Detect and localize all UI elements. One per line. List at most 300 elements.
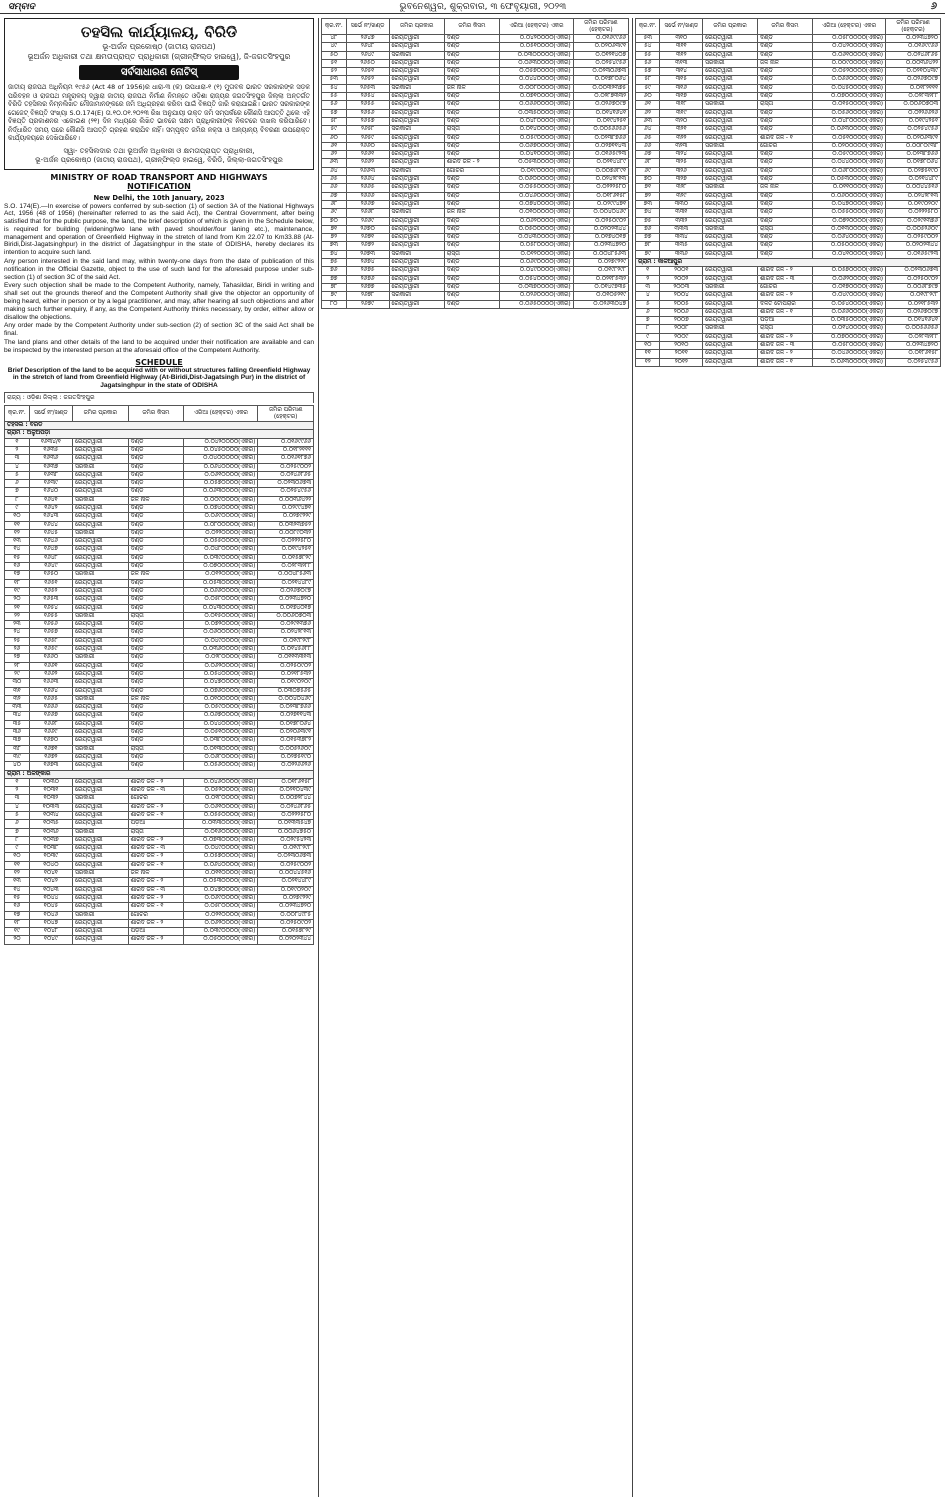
table-cell: ୦.୦୧୪୧୬୪୧ [573, 109, 628, 117]
table-cell: ରେୟତୱାରୀ [72, 579, 128, 587]
table-cell: ୨୬୬୮ [346, 209, 389, 217]
table-cell: ଗୋଚର [757, 142, 812, 150]
table-cell: ପଡ଼ିଆ [128, 928, 184, 936]
table-cell: ୬୫ [322, 176, 347, 184]
table-cell: ୩୧୮ [660, 101, 703, 109]
table-cell: ୦.୦୦୮୦୯୩୮ [886, 142, 941, 150]
table-row [322, 250, 629, 258]
table-cell: ରେୟତୱାରୀ [703, 51, 758, 59]
table-cell: ୧୦ [5, 853, 30, 861]
table-row [322, 209, 629, 217]
table-cell: ଦଣ୍ଡ [757, 167, 812, 175]
table-cell: ୦.୦୧୮୦୦୦୦(ଏକର) [184, 795, 258, 803]
table-cell: ୦.୦୦୪୮୫୬୩ [573, 250, 628, 258]
table-cell: ରେୟତୱାରୀ [72, 513, 128, 521]
table-cell: ୩୨୯ [660, 192, 703, 200]
table-cell: ସରକାରୀ [72, 612, 128, 620]
table-cell: ୦.୦୬୨୦୦୦୦(ଏକର) [812, 275, 885, 283]
table-row [5, 803, 314, 811]
table-cell: ୧୬୬୩ [29, 679, 72, 687]
table-cell: ୧୬୬୬ [29, 704, 72, 712]
table-cell: ୭୨ [322, 234, 347, 242]
table-cell: ଦଣ୍ଡ [757, 192, 812, 200]
table-cell: ୦.୦୦୯୦୦୦୦(ଏକର) [812, 59, 885, 67]
table-cell: ରେୟତୱାରୀ [703, 333, 758, 341]
table-cell: ସରକାରୀ [72, 745, 128, 753]
table-cell: ରେୟତୱାରୀ [703, 43, 758, 51]
table-row [636, 117, 941, 125]
table-cell: ଦଣ୍ଡ [444, 76, 499, 84]
table-cell: ୦.୦୨୫୪୯୫୬ [573, 59, 628, 67]
table-cell: ୨୬୬୧ [346, 151, 389, 159]
table-cell: ୧୬୪୮ [29, 554, 72, 562]
table-cell: ରେୟତୱାରୀ [72, 679, 128, 687]
table-cell: ୭୬ [636, 225, 660, 233]
table-cell: ଜଳ ନାଳ [128, 870, 184, 878]
table-cell: ରେୟତୱାରୀ [389, 142, 444, 150]
table-cell: ରେୟତୱାରୀ [72, 811, 128, 819]
table-cell: ୨୯ [5, 670, 30, 678]
table-cell: ୩୨୪ [660, 151, 703, 159]
table-cell: ୦.୦୫୪୦୦୦୦(ଏକର) [500, 275, 574, 283]
table-cell: ୨୦୦୩ [660, 283, 703, 291]
table-cell: ସରକାରୀ [703, 325, 758, 333]
table-cell: ରେୟତୱାରୀ [72, 471, 128, 479]
table-cell: ସରକାରୀ [72, 870, 128, 878]
table-cell: ୦.୦୨୦୨୩୪୪ [886, 242, 941, 250]
table-cell: ୬୦ [322, 134, 347, 142]
table-cell: ୧୬୫୦ [29, 571, 72, 579]
table-cell: ୧୧ [5, 521, 30, 529]
column-header: ଜମିର ପରିମାଣ (ହେକ୍ଟର) [573, 19, 628, 35]
table-cell: ୦.୦୦୭୨୮୪୪ [258, 795, 314, 803]
table-cell: ୦.୦୨୩୪୭୨୦ [886, 341, 941, 349]
table-cell: ୦.୦୪୯୦୦୦୦(ଏକର) [500, 267, 574, 275]
table-cell: ୦.୦୪୬୦୦୦୦(ଏକର) [500, 192, 574, 200]
table-cell: ୦.୦୧୪୦୦୦୦(ଏକର) [812, 325, 885, 333]
table-cell: ୦.୦୨୩୮୭୬୬ [886, 151, 941, 159]
table-row [322, 159, 629, 167]
table-cell: ଦଣ୍ଡ [128, 587, 184, 595]
table-cell: ରେୟତୱାରୀ [703, 341, 758, 349]
table-cell: ରେୟତୱାରୀ [703, 151, 758, 159]
table-cell: ୯ [5, 505, 30, 513]
table-cell: ୦.୦୫୪୦୦୦୦(ଏକର) [812, 300, 885, 308]
table-row [5, 455, 314, 463]
table-cell: ୧୬ [5, 563, 30, 571]
table-cell: ୦.୦୪୨୦୦୦୦(ଏକର) [500, 35, 574, 43]
table-cell: ଶାରଦ ଜଳ - ୧ [757, 134, 812, 142]
table-row [5, 745, 314, 753]
table-cell: ରେୟତୱାରୀ [703, 300, 758, 308]
table-cell: ୬୬ [322, 184, 347, 192]
table-cell: ରେୟତୱାରୀ [703, 117, 758, 125]
table-cell: ୦.୦୬୪୦୦୦୦(ଏକର) [812, 234, 885, 242]
table-cell: ୧୬୫୩ [29, 596, 72, 604]
table-cell: ରେୟତୱାରୀ [389, 200, 444, 208]
table-cell: ୧୬୬୧ [29, 662, 72, 670]
table-cell: ୭ [5, 488, 30, 496]
table-row [5, 546, 314, 554]
notice-subtitle-2: ଭୂଅର୍ଜନ ଅଧିକାରୀ ତଥା କ୍ଷମତାପ୍ରାପ୍ତ ପ୍ରାଧିକାରୀ (ଗ୍ରୀନ୍‌ଫିଲ୍ଡ ହାଇୱେ), ଜି-ଜଗତସିଂହପୁର [27, 52, 291, 61]
table-cell: ୦.୦୩୬୦୦୦୦(ଏକର) [184, 646, 258, 654]
table-cell: ରେୟତୱାରୀ [72, 521, 128, 529]
table-cell: ୧୯ [5, 928, 30, 936]
table-cell: ୦.୦୨୧୮୫୩୨ [573, 275, 628, 283]
table-cell: ୭୮ [322, 283, 347, 291]
table-cell: ରାସ୍ତା [444, 250, 499, 258]
table-cell: ୭ [5, 828, 30, 836]
table-cell: ଦଣ୍ଡ [128, 712, 184, 720]
table-row [636, 341, 941, 349]
table-cell: ୦.୦୫୭୦୦୦୦(ଏକର) [500, 68, 574, 76]
village-section-row [5, 770, 314, 778]
table-cell: ୦.୦୭୩୦୦୦୦(ଏକର) [184, 836, 258, 844]
table-row [322, 292, 629, 300]
table-cell: ଦଣ୍ଡ [444, 292, 499, 300]
table-cell: ୦.୦୧୯୦୦୦୦(ଏକର) [500, 167, 574, 175]
table-cell: ରେୟତୱାରୀ [72, 803, 128, 811]
table-cell: ୧୦୪୧ [29, 870, 72, 878]
table-row [5, 629, 314, 637]
table-cell: ୩୮ [5, 745, 30, 753]
table-cell: ଦଣ୍ଡ [444, 192, 499, 200]
table-cell: ୦.୦୭୦୦୦୦୦(ଏକର) [812, 333, 885, 341]
table-cell: ୫୩ [636, 35, 660, 43]
table-cell: ୫୭ [322, 109, 347, 117]
table-cell: ୦.୦୧୩୦୦୦୦(ଏକର) [184, 745, 258, 753]
table-cell: ୦.୦୨୩୦୬୭୩ [258, 480, 314, 488]
table-cell: ରେୟତୱାରୀ [72, 480, 128, 488]
table-row [5, 911, 314, 919]
table-cell: ୦.୦୨୫୦୯୦୨ [886, 275, 941, 283]
table-cell: ୩୩୪ [660, 234, 703, 242]
table-cell: ୩୨୫ [660, 159, 703, 167]
table-row [5, 845, 314, 853]
table-cell: ଶାରଦ ଜଳ - ୨ [444, 159, 499, 167]
table-cell: ୭୦ [636, 176, 660, 184]
table-cell: ଦଣ୍ଡ [128, 629, 184, 637]
table-cell: ୮ [5, 496, 30, 504]
table-cell: ୦.୦୬୯୦୦୦୦(ଏକର) [184, 894, 258, 902]
table-cell: ୭୧ [636, 184, 660, 192]
table-cell: ୨୬୫୧ [346, 68, 389, 76]
village-section-row [5, 422, 314, 430]
table-cell: ୧୬୬୪ [29, 687, 72, 695]
table-row [636, 333, 941, 341]
table-cell: ସରକାରୀ [72, 828, 128, 836]
table-cell: ରେୟତୱାରୀ [72, 787, 128, 795]
table-row [636, 283, 941, 291]
table-cell: ୦.୦୨୧୦୪୩୯ [886, 68, 941, 76]
table-cell: ରେୟତୱାରୀ [389, 76, 444, 84]
table-cell: ୭୭ [322, 275, 347, 283]
table-cell: ରେୟତୱାରୀ [72, 621, 128, 629]
table-cell: ୦.୦୬୩୦୦୦୦(ଏକର) [812, 126, 885, 134]
table-cell: ୦.୦୦୫୬୬୫୬ [886, 325, 941, 333]
table-cell: ୧୫ [5, 894, 30, 902]
table-cell: ସରକାରୀ [389, 84, 444, 92]
table-cell: ୫୭ [636, 68, 660, 76]
table-cell: ୦.୦୫୦୦୦୦୦(ଏକର) [500, 225, 574, 233]
table-cell: ୦.୦୬୫୦୦୦୦(ଏକର) [500, 300, 574, 308]
table-cell: ୦.୦୬୩୦୦୦୦(ଏକର) [812, 358, 885, 366]
table-cell: ୭୩ [636, 200, 660, 208]
table-cell: ୬୯ [636, 167, 660, 175]
table-cell: ୬୭ [636, 151, 660, 159]
table-cell: ୦.୦୨୮୩୨୮୮ [886, 93, 941, 101]
table-cell: ୭୨ [636, 192, 660, 200]
table-cell: ୦.୦୫୦୦୦୦୦(ଏକର) [812, 242, 885, 250]
table-cell: ୦.୦୬୬୦୦୦୦(ଏକର) [812, 76, 885, 84]
table-cell: ଦଣ୍ଡ [128, 455, 184, 463]
table-cell: ୯ [636, 333, 660, 341]
table-row [5, 729, 314, 737]
table-cell: ୦.୦୫୬୦୦୦୦(ଏକର) [812, 109, 885, 117]
table-cell: ୧୭ [5, 571, 30, 579]
column-header: ଜମିର ପରିମାଣ (ହେକ୍ଟର) [886, 19, 941, 35]
table-cell: ରେୟତୱାରୀ [703, 192, 758, 200]
table-cell: ୩୫ [5, 720, 30, 728]
table-cell: ରେୟତୱାରୀ [389, 225, 444, 233]
table-cell: ଦଣ୍ଡ [128, 646, 184, 654]
table-cell: ୧୦୪୩ [29, 886, 72, 894]
table-cell: ୫୩ [322, 76, 347, 84]
table-cell: ୦.୦୨୯୧୩୭୬ [258, 621, 314, 629]
table-cell: ସରକାରୀ [703, 59, 758, 67]
masthead: ସମ୍ବାଦ [8, 1, 35, 12]
table-cell: ୦.୦୪୯୦୦୦୦(ଏକର) [184, 637, 258, 645]
table-row [636, 101, 941, 109]
table-cell: ୦.୦୪୬୦୦୦୦(ଏକର) [184, 778, 258, 786]
table-cell: ପଡ଼ିଆ [128, 820, 184, 828]
table-row [5, 446, 314, 454]
table-row [322, 259, 629, 267]
table-row [636, 325, 941, 333]
table-cell: ୨୬ [5, 646, 30, 654]
table-cell: ୭୭ [636, 234, 660, 242]
table-cell: ୧୧ [636, 350, 660, 358]
table-cell: ୦.୦୧୮୬୧୫୮ [258, 778, 314, 786]
table-cell: ୦.୦୨୨୬୬୨୬ [886, 109, 941, 117]
table-cell: ୦.୦୧୩୦୦୦୦(ଏକର) [812, 225, 885, 233]
table-cell: ୦.୦୬୦୦୦୦୦(ଏକର) [184, 629, 258, 637]
table-cell: ସରକାରୀ [703, 283, 758, 291]
table-cell: ୧୬ [5, 903, 30, 911]
table-cell: ୩୧୯ [660, 109, 703, 117]
table-row [5, 563, 314, 571]
table-cell: ରାସ୍ତା [128, 612, 184, 620]
table-cell: ୦.୦୧୯୦୨୦୯ [258, 679, 314, 687]
village-label: ଗ୍ରାମ : ଅଳଙ୍କାର [5, 770, 314, 778]
table-cell: ସରକାରୀ [72, 795, 128, 803]
table-cell: ଦଣ୍ଡ [128, 596, 184, 604]
table-cell: ୩୩୦ [660, 200, 703, 208]
table-row [5, 612, 314, 620]
table-row [636, 93, 941, 101]
table-cell: ୧୩ [5, 878, 30, 886]
table-cell: ଦଣ୍ଡ [444, 234, 499, 242]
village-section-row [636, 259, 941, 267]
table-cell: ୦.୦୨୩୪୭୨୦ [258, 903, 314, 911]
table-cell: ୧୦୩୨ [29, 795, 72, 803]
table-cell: ଦଳିତ ଟୋପରାରି [757, 300, 812, 308]
table-cell: ୨୬୭୩ [346, 250, 389, 258]
table-cell: ୭୬ [322, 267, 347, 275]
odia-body: ଜାତୀୟ ରାଜପଥ ଅଧିନିୟମ ୧୯୫୬ (Act 48 of 1956)ର ଧାରା-୩ (କ) ଉପଧାରା-୧ (୧) ମୁତାବକ ଭାରତ ସରକାରଙ୍କ ସଡ଼କ ପରିବହନ ଓ ରାଜପଥ ମନ୍ତ୍ରାଳୟ ଦ୍ୱାରା ଜାତୀୟ ରାଜପଥ ନିର୍ମାଣ ନିମନ୍ତେ ଓଡ଼ିଶା ରାଜ୍ୟର ଜଗତସିଂହପୁର ଜିଲ୍ଲା ଅନ୍ତର୍ଗତ ବିରିଡି ତହସିଲର ନିମ୍ନଲିଖିତ ମୌଜାମାନଙ୍କରେ ଜମି ଅଧିଗ୍ରହଣ କରିବା ପାଇଁ ବିଜ୍ଞପ୍ତି ଜାରି କରାଯାଇଛି। ଭାରତ ସରକାରଙ୍କ ଗେଜେଟ୍ ବିଜ୍ଞପ୍ତି ସଂଖ୍ୟା S.O.174(E) ତା.୧୦.୦୧.୨୦୨୩ ରିଖ ଅନୁଯାୟୀ ଉକ୍ତ ଜମି ସମ୍ପର୍କରେ କୌଣସି ଆପତ୍ତି ଥିଲେ ଏହି ବିଜ୍ଞପ୍ତି ପ୍ରକାଶନର ଏକୋଇଶ (୨୧) ଦିନ ମଧ୍ୟରେ ଲିଖିତ ଭାବରେ ସକ୍ଷମ ପ୍ରାଧିକାରୀଙ୍କ ନିକଟରେ ଦାଖଲ କରିପାରିବେ। ନିର୍ଦ୍ଧାରିତ ସମୟ ପରେ କୌଣସି ଆପତ୍ତି ଗ୍ରହଣ କରାଯିବ ନାହିଁ। ସମ୍ପୃକ୍ତ ଜମିର ନକ୍ସା ଓ ଅନ୍ୟାନ୍ୟ ବିବରଣୀ ଉପରୋକ୍ତ କାର୍ଯ୍ୟାଳୟରେ ଦେଖିପାରିବେ। [8, 83, 310, 142]
table-cell: ୨୦୦୪ [660, 292, 703, 300]
table-cell: ୦.୦୪୩୦୦୦୦(ଏକର) [184, 604, 258, 612]
table-cell: ୧୦୪୦ [29, 861, 72, 869]
table-cell: ଜଳ ନାଳ [128, 695, 184, 703]
table-cell: ୫୧ [322, 59, 347, 67]
table-cell: ରେୟତୱାରୀ [703, 242, 758, 250]
table-cell: ୦.୦୧୪୫୬୮୮ [258, 646, 314, 654]
table-cell: ଦଣ୍ଡ [444, 59, 499, 67]
paragraph-4: Any order made by the Competent Authority under sub-section (2) of section 3C of the said Act shall be final. [4, 322, 314, 338]
table-cell: ୧ [5, 438, 30, 446]
table-cell: ୨୦୦୬ [660, 308, 703, 316]
table-row [322, 200, 629, 208]
table-cell: ୬୦ [636, 93, 660, 101]
table-cell: ଦଣ୍ଡ [444, 259, 499, 267]
table-cell: ୧୦୩୦ [29, 778, 72, 786]
table-row [5, 521, 314, 529]
public-notice-banner: ସର୍ବସାଧାରଣ ନୋଟିସ୍ [79, 65, 239, 80]
column-header: ସର୍ଭେ ନଂ/ଖଣ୍ଡ [29, 406, 72, 422]
table-cell: ୨୬୫୪ [346, 93, 389, 101]
table-cell: ରେୟତୱାରୀ [703, 275, 758, 283]
table-cell: ୩୨୨ [660, 134, 703, 142]
table-cell: ରେୟତୱାରୀ [72, 438, 128, 446]
table-cell: ଦଣ୍ଡ [128, 579, 184, 587]
table-cell: ରେୟତୱାରୀ [389, 242, 444, 250]
table-cell: ୭୩ [322, 242, 347, 250]
table-cell: ୫୦ [322, 51, 347, 59]
table-cell: ସରକାରୀ [703, 225, 758, 233]
table-cell: ୦.୦୧୯୮୨୯୮ [573, 267, 628, 275]
table-cell: ଦଣ୍ଡ [444, 184, 499, 192]
table-cell: ୦.୦୧୮୨୧୧୧ [886, 84, 941, 92]
table-row [636, 176, 941, 184]
table-cell: ୦.୦୧୫୦୦୦୦(ଏକର) [812, 101, 885, 109]
table-cell: ରେୟତୱାରୀ [72, 704, 128, 712]
table-row [5, 853, 314, 861]
table-cell: ଶାରଦ ଜଳ - ୧ [757, 358, 812, 366]
table-cell: ୦.୦୦୮୦୦୦୦(ଏକର) [500, 84, 574, 92]
table-row [322, 217, 629, 225]
table-row [5, 496, 314, 504]
table-cell: ଶାରଦ ଜଳ - ୨ [757, 267, 812, 275]
table-cell: ଦଣ୍ଡ [444, 101, 499, 109]
table-cell: ୪ [5, 463, 30, 471]
table-cell: ୦.୦୬୬୦୦୦୦(ଏକର) [184, 587, 258, 595]
table-cell: ୦.୦୨୯୯୪୭୧ [573, 200, 628, 208]
table-cell: ୧୨ [5, 529, 30, 537]
table-cell: ଦଣ୍ଡ [757, 151, 812, 159]
table-cell: ଦଣ୍ଡ [444, 300, 499, 308]
table-row [636, 51, 941, 59]
table-cell: ୦.୦୨୭୯୨୨୯ [258, 894, 314, 902]
table-cell: ୨୪ [5, 629, 30, 637]
table-row [636, 184, 941, 192]
table-row [636, 358, 941, 366]
table-cell: ୦.୦୬୩୦୦୦୦(ଏକର) [500, 59, 574, 67]
table-row [636, 134, 941, 142]
table-cell: ୨୮ [5, 662, 30, 670]
table-cell: ଦଣ୍ଡ [128, 704, 184, 712]
table-row [636, 317, 941, 325]
table-cell: ୦.୦୨୦୬୩୯୧ [886, 134, 941, 142]
table-cell: ରେୟତୱାରୀ [703, 109, 758, 117]
table-cell: ରେୟତୱାରୀ [389, 59, 444, 67]
table-cell: ୨୬୬୩ [346, 167, 389, 175]
table-cell: ରେୟତୱାରୀ [72, 505, 128, 513]
table-cell: ୦.୦୧୬୧୮୭୬ [258, 455, 314, 463]
table-cell: ଦଣ୍ଡ [757, 43, 812, 51]
table-cell: ୦.୦୨୩୪୭୨୦ [258, 596, 314, 604]
table-cell: ୦.୦୧୧୦୦୦୦(ଏକର) [812, 184, 885, 192]
table-cell: ୦.୦୧୨୦୦୦୦(ଏକର) [500, 250, 574, 258]
table-cell: ଶାରଦ ଜଳ - ୨ [128, 836, 184, 844]
table-row [5, 704, 314, 712]
table-row [636, 350, 941, 358]
table-row [322, 275, 629, 283]
table-row [322, 43, 629, 51]
table-cell: ୬୭ [322, 192, 347, 200]
table-cell: ଦଣ୍ଡ [128, 463, 184, 471]
table-cell: ୨୦୦୫ [660, 300, 703, 308]
table-cell: ୦.୦୪୯୦୦୦୦(ଏକର) [184, 845, 258, 853]
table-cell: ୦.୦୪୪୦୦୦୦(ଏକର) [184, 720, 258, 728]
table-cell: ୦.୦୬୪୦୦୦୦(ଏକର) [184, 463, 258, 471]
table-cell: ଦଣ୍ଡ [128, 446, 184, 454]
table-row [322, 192, 629, 200]
table-cell: ଦଣ୍ଡ [128, 670, 184, 678]
table-cell: ରେୟତୱାରୀ [72, 662, 128, 670]
table-cell: ୦.୦୫୮୦୦୦୦(ଏକର) [184, 596, 258, 604]
table-row [322, 300, 629, 308]
table-cell: ୨୬୭୮ [346, 292, 389, 300]
table-cell: ରେୟତୱାରୀ [72, 455, 128, 463]
table-cell: ରେୟତୱାରୀ [72, 646, 128, 654]
table-row [322, 59, 629, 67]
table-cell: ୦.୦୨୬୭୦୯୭ [886, 308, 941, 316]
table-cell: ୦.୦୬୬୦୦୦୦(ଏକର) [812, 308, 885, 316]
table-cell: ୨୩ [5, 621, 30, 629]
table-cell: ରେୟତୱାରୀ [72, 928, 128, 936]
table-cell: ୦.୦୦୪୪୫୧୬ [886, 184, 941, 192]
table-cell: ୦.୦୮୦୦୦୦୦(ଏକର) [184, 521, 258, 529]
table-cell: ୧୧ [5, 861, 30, 869]
table-cell: ୦.୦୧୭୪୦୧୭ [573, 234, 628, 242]
table-row [636, 68, 941, 76]
table-row [5, 471, 314, 479]
table-cell: ଦଣ୍ଡ [128, 438, 184, 446]
table-cell: ୧୦୩୭ [29, 836, 72, 844]
table-cell: ୦.୦୫୨୦୦୦୦(ଏକର) [184, 787, 258, 795]
table-cell: ୦.୦୨୬୭୦୯୭ [573, 101, 628, 109]
table-cell: ଦଣ୍ଡ [757, 68, 812, 76]
table-cell: ୧୬୬୭ [29, 712, 72, 720]
table-cell: ୦.୦୨୬୩୦୪୭ [573, 300, 628, 308]
table-cell: ୦.୦୫୭୦୦୦୦(ଏକର) [184, 853, 258, 861]
table-cell: ୧୪ [5, 886, 30, 894]
table-cell: ୧୦ [636, 341, 660, 349]
table-cell: ଦଣ୍ଡ [128, 604, 184, 612]
table-cell: ୦.୦୧୭୮୦୬୪ [886, 159, 941, 167]
table-cell: ୦.୦୨୯୧୩୭୬ [886, 217, 941, 225]
